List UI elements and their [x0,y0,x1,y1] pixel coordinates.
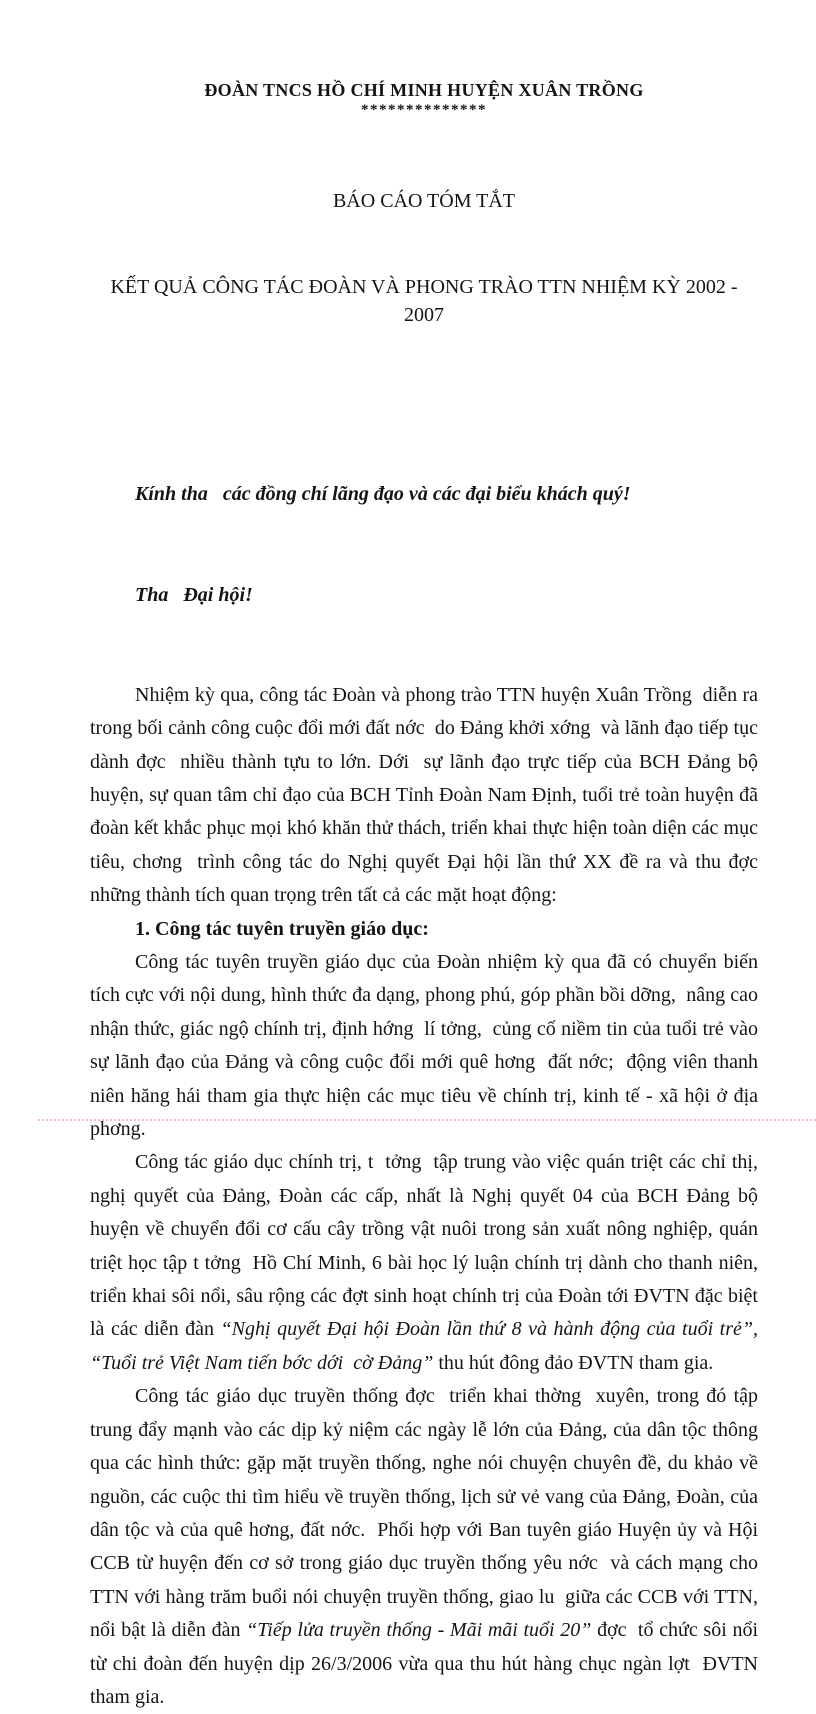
organization-title: ĐOÀN TNCS HỒ CHÍ MINH HUYỆN XUÂN TRỒNG [204,80,644,100]
paragraph-intro: Nhiệm kỳ qua, công tác Đoàn và phong trào TTN huyện Xuân Trồng diễn ra trong bối cảnh công cuộc đổi mới đất nớc do Đảng khởi xớng và lãnh đạo tiếp tục dành đợc nhiều thành tựu to lớn. Dới sự lãnh đạo trực tiếp của BCH Đảng bộ huyện, sự quan tâm chỉ đạo của BCH Tỉnh Đoàn Nam Định, tuổi trẻ toàn huyện đã đoàn kết khắc phục mọi khó khăn thử thách, triển khai thực hiện toàn diện các mục tiêu, chơng trình công tác do Nghị quyết Đại hội lần thứ XX đề ra và thu đợc những thành tích quan trọng trên tất cả các mặt hoạt động: [90,683,768,907]
paragraph-political-education-lead: Công tác giáo dục chính trị, t tởng tập trung vào việc quán triệt các chỉ thị, nghị quyết của Đảng, Đoàn các cấp, nhất là Nghị quyết 04 của BCH Đảng bộ huyện về chuyển đổi cơ cấu cây trồng vật nuôi trong sản xuất nông nghiệp, quán triệt học tập t tởng Hồ Chí Minh, 6 bài học lý luận chính trị dành cho thanh niên, triển khai sôi nổi, sâu rộng các đợt sinh hoạt chính trị của Đoàn tới ĐVTN đặc biệt là các diễn đàn [90,1151,763,1341]
report-title-line1: BÁO CÁO TÓM TẮT [332,190,516,212]
paragraph-tradition-education-lead: Công tác giáo dục truyền thống đợc triển khai thờng xuyên, trong đó tập trung đẩy mạnh vào các dịp kỷ niệm các ngày lễ lớn của Đảng, của dân tộc thông qua các hình thức: gặp mặt truyền thống, nghe nói chuyện chuyên đề, du khảo về nguồn, các cuộc thi tìm hiểu về truyền thống, lịch sử vẻ vang của Đảng, Đoàn, của dân tộc và của quê hơng, đất nớc. Phối hợp với Ban tuyên giáo Huyện ủy và Hội CCB từ huyện đến cơ sở trong giáo dục truyền thống yêu nớc và cách mạng cho TTN với hàng trăm buổi nói chuyện truyền thống, giao lu giữa các CCB với TTN, nổi bật là diễn đàn [90,1385,763,1642]
tradition-forum-quote: “Tiếp lửa truyền thống - Mãi mãi tuổi 20” [246,1619,592,1642]
page-break-dotted-line [38,1119,816,1121]
paragraph-propaganda-overview: Công tác tuyên truyền giáo dục của Đoàn nhiệm kỳ qua đã có chuyển biến tích cực với nội dung, hình thức đa dạng, phong phú, góp phần bồi dỡng, nâng cao nhận thức, giác ngộ chính trị, định hớng lí tởng, củng cố niềm tin của tuổi trẻ vào sự lãnh đạo của Đảng và công cuộc đổi mới quê hơng đất nớc; động viên thanh niên hăng hái tham gia thực hiện các mục tiêu về chính trị, kinh tế - xã hội ở địa phơng. [90,951,763,1141]
document-content [90,78,768,1714]
greeting-line-congress: Tha Đại hội! [135,583,253,606]
report-title-line2: KẾT QUẢ CÔNG TÁC ĐOÀN VÀ PHONG TRÀO TTN NHIỆM KỲ 2002 - 2007 [110,275,743,326]
forum-names-quote: “Nghị quyết Đại hội Đoàn lần thứ 8 và hành động của tuổi trẻ”, “Tuổi trẻ Việt Nam tiến bớc dới cờ Đảng” [90,1318,764,1374]
section-1-heading: 1. Công tác tuyên truyền giáo dục: [135,917,429,940]
paragraph-tradition-education [90,1380,764,1714]
document-header [90,78,758,387]
greeting-line-delegates: Kính tha các đồng chí lãng đạo và các đại biểu khách quý! [135,483,631,506]
star-separator: ************** [361,102,487,118]
paragraph-political-education [90,1146,764,1380]
greeting-block [90,412,758,679]
paragraph-political-education-tail: thu hút đông đảo ĐVTN tham gia. [433,1351,714,1374]
paragraph-tradition-education-tail: đợc tổ chức sôi nổi từ chi đoàn đến huyện dịp 26/3/2006 vừa qua thu hút hàng chục ngàn lợt ĐVTN tham gia. [90,1619,764,1708]
report-title [90,130,758,387]
